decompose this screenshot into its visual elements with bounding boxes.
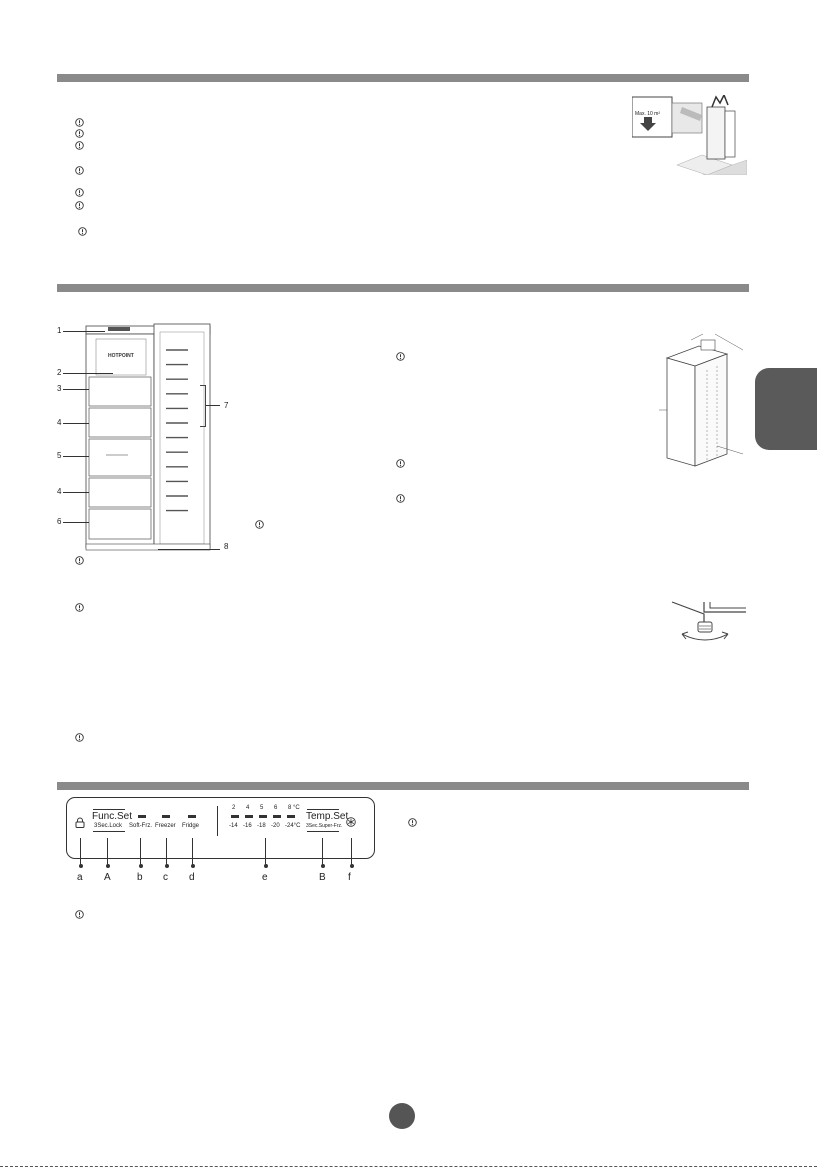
warning-icon: [75, 910, 84, 919]
freezer-temp-label: -16: [243, 823, 252, 829]
freezer-front-figure: [84, 322, 214, 552]
max-area-label: Max. 10 m²: [635, 111, 661, 117]
fridge-temp-label: 4: [246, 805, 250, 811]
page-number-badge: [389, 1103, 415, 1129]
callout-leader: [63, 373, 113, 374]
callout-number: 8: [224, 542, 229, 551]
panel-divider: [217, 806, 218, 836]
warning-icon: [75, 118, 84, 127]
callout-pointer: [80, 838, 81, 866]
warning-icon: [75, 603, 84, 612]
warning-icon: [75, 166, 84, 175]
freezer-temp-label: -24°C: [285, 823, 301, 829]
callout-number: 1: [57, 326, 62, 335]
callout-letter: e: [262, 872, 268, 883]
warning-icon: [396, 459, 405, 468]
snowflake-icon: [346, 814, 356, 832]
mode-indicator-freezer: [162, 815, 170, 818]
temp-indicator: [259, 815, 267, 818]
callout-number: 5: [57, 451, 62, 460]
callout-number: 4: [57, 487, 62, 496]
callout-pointer: [322, 838, 323, 866]
temp-overline: [307, 809, 339, 810]
callout-number: 2: [57, 368, 62, 377]
temp-set-label: Temp.Set: [306, 811, 349, 822]
lock-hint-label: 3Sec.Lock: [94, 823, 123, 829]
temp-indicator: [287, 815, 295, 818]
super-frz-hint-label: 3Sec.Super-Frz.: [306, 823, 343, 829]
section-tab: [755, 368, 817, 450]
callout-letter: a: [77, 872, 83, 883]
warning-icon: [75, 129, 84, 138]
callout-dot: [321, 864, 325, 868]
handle-bracket: [200, 385, 206, 427]
callout-dot: [106, 864, 110, 868]
brand-label: HOTPOINT: [108, 353, 134, 359]
temp-indicator: [245, 815, 253, 818]
temp-underline: [307, 831, 339, 832]
callout-letter: B: [319, 872, 326, 883]
callout-pointer: [265, 838, 266, 866]
callout-leader: [63, 456, 89, 457]
warning-icon: [75, 201, 84, 210]
section-divider-1: [57, 74, 749, 82]
warning-icon: [255, 520, 264, 529]
warning-icon: [78, 227, 87, 236]
fridge-temp-label: 2: [232, 805, 236, 811]
callout-pointer: [107, 838, 108, 866]
freezer-temp-label: -18: [257, 823, 266, 829]
warning-icon: [396, 494, 405, 503]
callout-letter: f: [348, 872, 351, 883]
cut-line: [0, 1166, 817, 1167]
control-panel: [66, 797, 375, 859]
callout-dot: [165, 864, 169, 868]
callout-pointer: [166, 838, 167, 866]
fridge-temp-label: 6: [274, 805, 278, 811]
callout-leader: [158, 549, 220, 550]
callout-leader: [63, 423, 89, 424]
mode-indicator-soft-frz: [138, 815, 146, 818]
callout-pointer: [192, 838, 193, 866]
fridge-temp-label: 8 °C: [288, 805, 300, 811]
callout-leader: [63, 389, 89, 390]
callout-dot: [350, 864, 354, 868]
section-divider-3: [57, 782, 749, 790]
func-set-label: Func.Set: [92, 811, 133, 822]
warning-icon: [75, 556, 84, 565]
fridge-temp-label: 5: [260, 805, 264, 811]
callout-letter: d: [189, 872, 195, 883]
callout-number: 4: [57, 418, 62, 427]
clearance-illustration: [655, 330, 747, 470]
callout-leader: [206, 405, 220, 406]
temp-indicator: [231, 815, 239, 818]
section-divider-2: [57, 284, 749, 292]
warning-icon: [75, 733, 84, 742]
mode-indicator-fridge: [188, 815, 196, 818]
mode-label-soft-frz: Soft-Frz.: [129, 823, 153, 829]
warning-icon: [396, 352, 405, 361]
func-underline: [93, 831, 125, 832]
freezer-temp-label: -14: [229, 823, 238, 829]
func-overline: [93, 809, 125, 810]
callout-letter: c: [163, 872, 168, 883]
mode-label-freezer: Freezer: [155, 823, 176, 829]
ventilation-illustration: [632, 95, 747, 175]
mode-label-fridge: Fridge: [182, 823, 200, 829]
warning-icon: [75, 188, 84, 197]
callout-pointer: [140, 838, 141, 866]
callout-dot: [139, 864, 143, 868]
callout-leader: [63, 492, 89, 493]
leveling-foot-illustration: [668, 600, 748, 652]
temp-indicator: [273, 815, 281, 818]
lock-icon: [75, 815, 85, 833]
callout-dot: [191, 864, 195, 868]
callout-number: 7: [224, 401, 229, 410]
callout-pointer: [351, 838, 352, 866]
warning-icon: [75, 141, 84, 150]
freezer-temp-label: -20: [271, 823, 280, 829]
warning-icon: [408, 818, 417, 827]
callout-leader: [63, 331, 105, 332]
callout-letter: b: [137, 872, 143, 883]
callout-dot: [79, 864, 83, 868]
callout-number: 6: [57, 517, 62, 526]
callout-leader: [63, 522, 89, 523]
callout-number: 3: [57, 384, 62, 393]
callout-dot: [264, 864, 268, 868]
callout-letter: A: [104, 872, 111, 883]
